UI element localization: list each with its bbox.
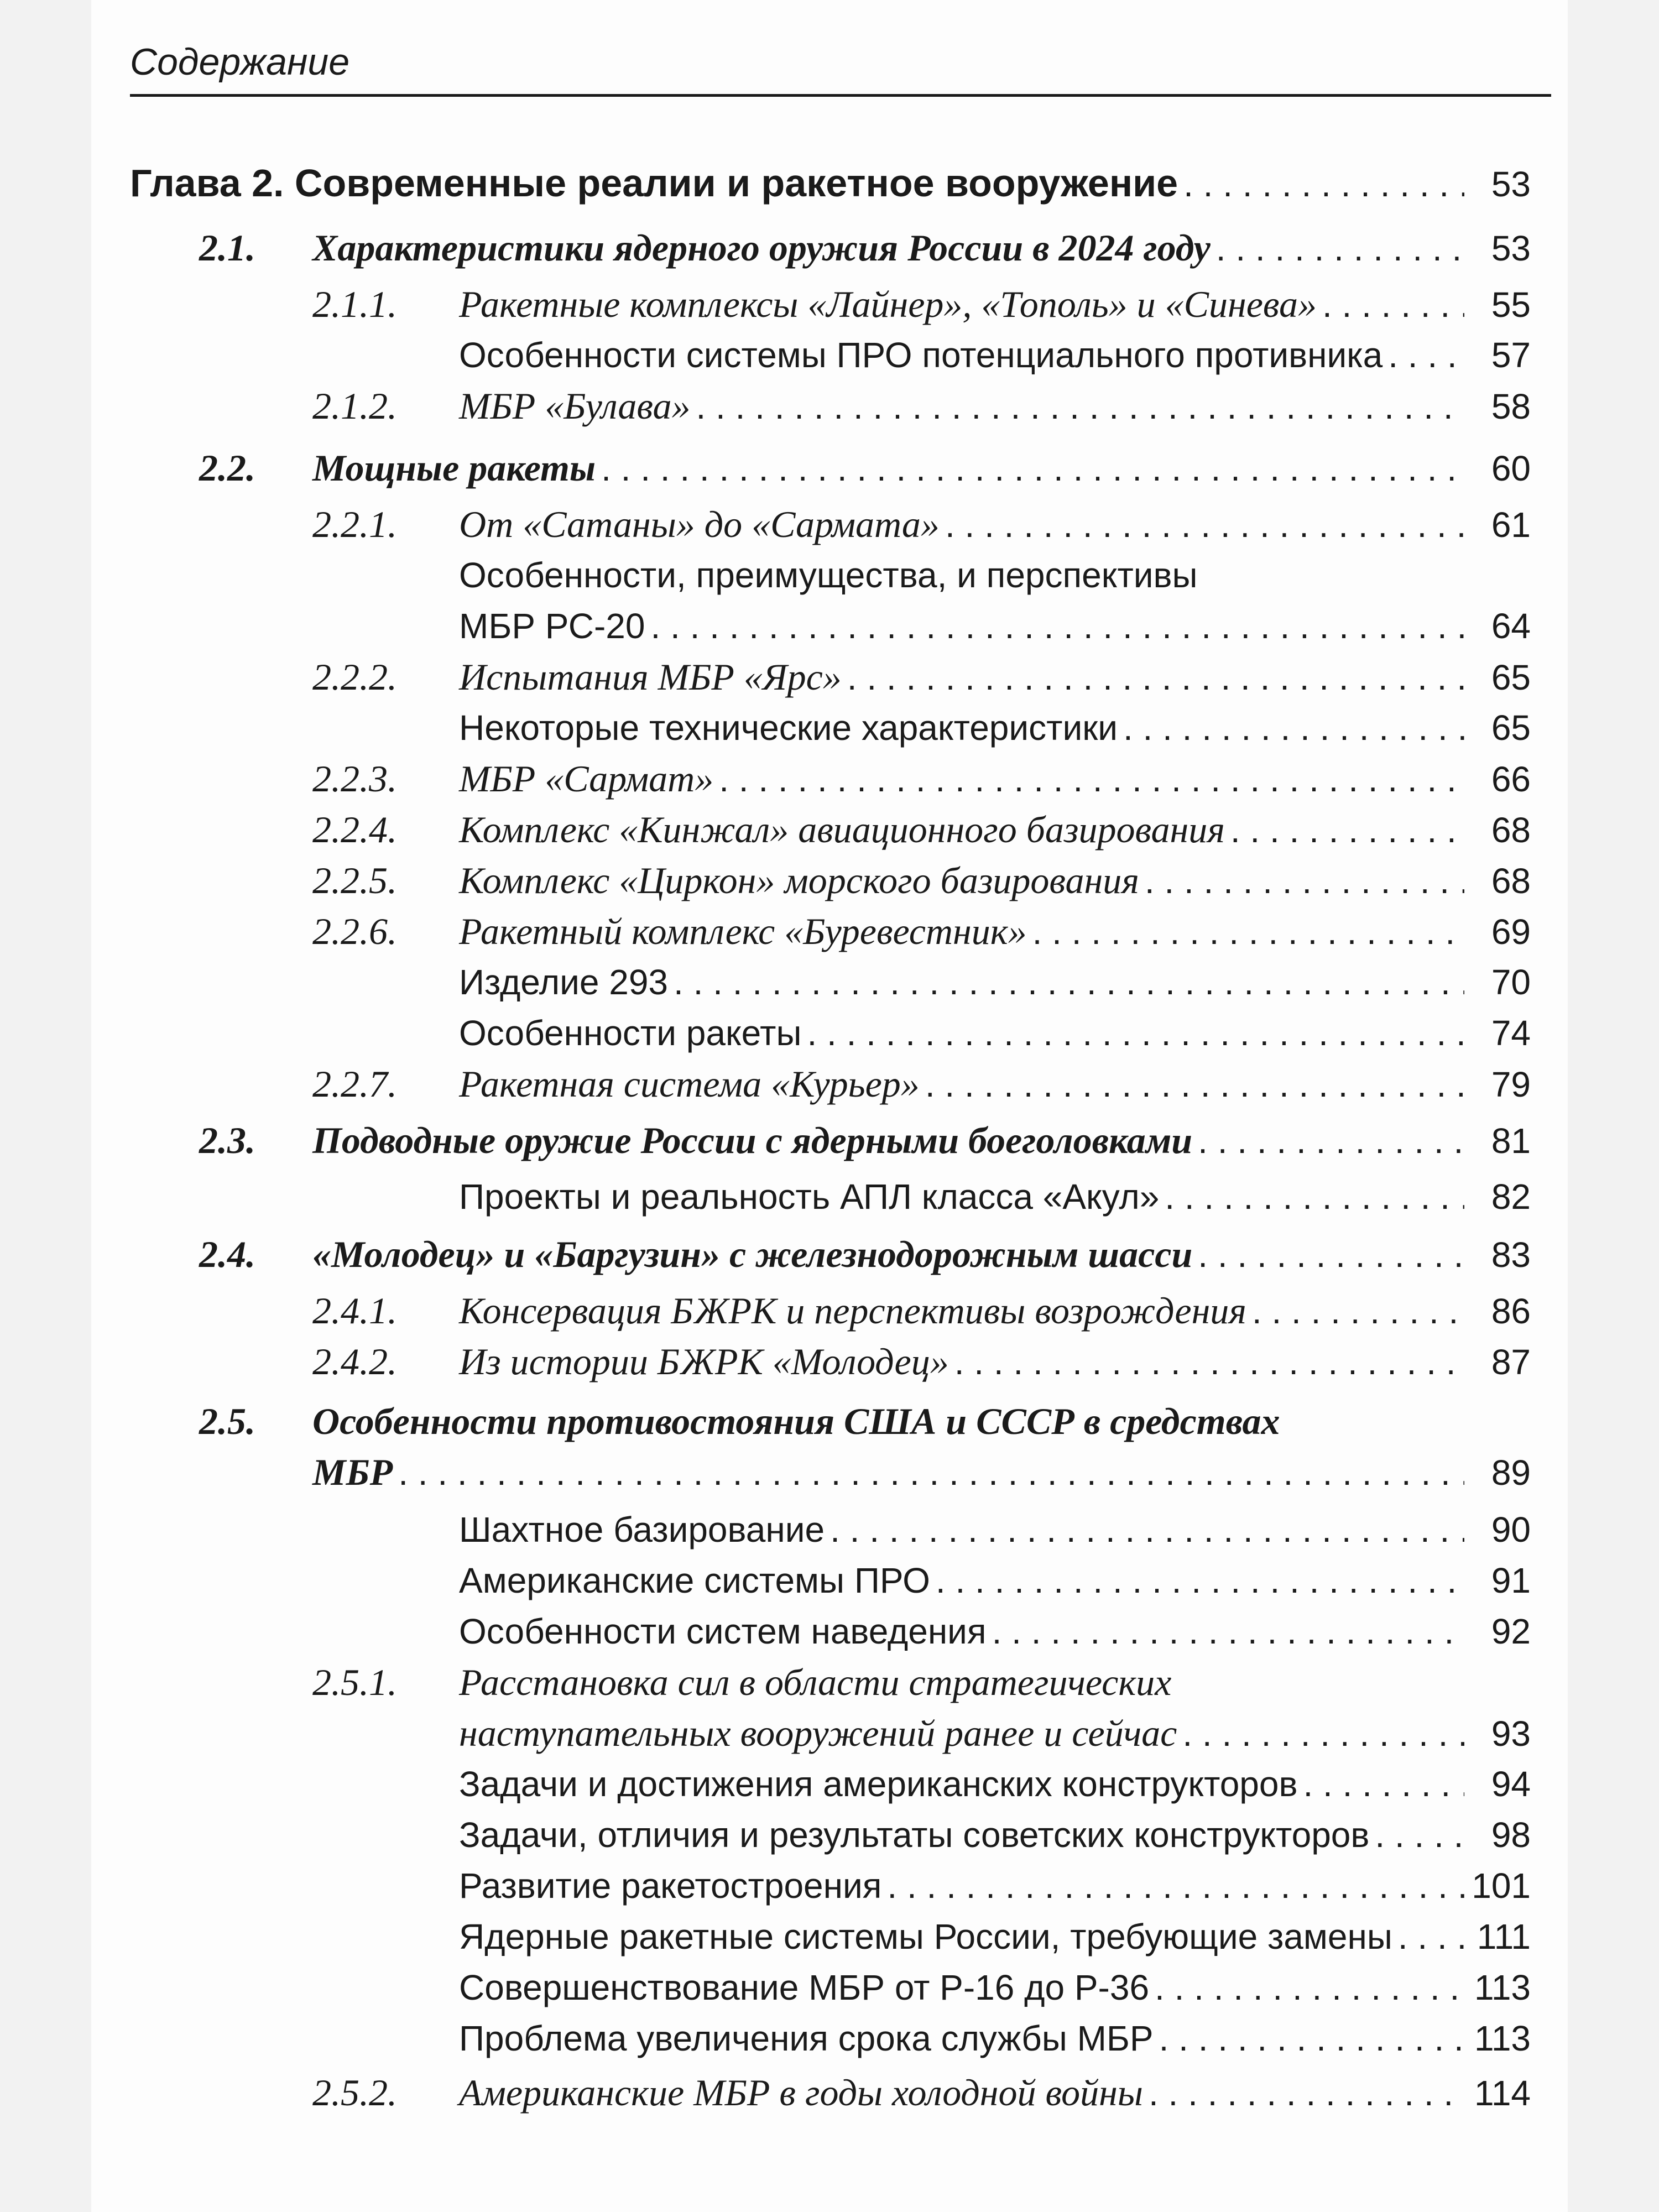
subsection-number: 2.5.1. — [312, 1661, 397, 1703]
subsection-title: Ракетные комплексы «Лайнер», «Тополь» и «Синева» — [459, 283, 1317, 325]
subsection-number: 2.2.6. — [312, 910, 397, 952]
topic-title: Ядерные ракетные системы России, требующие замены — [459, 1917, 1392, 1957]
topic-title: Проекты и реальность АПЛ класса «Акул» — [459, 1177, 1160, 1217]
toc-topic — [0, 2013, 1659, 2064]
section-title: Характеристики ядерного оружия России в 2024 году — [312, 227, 1211, 269]
dot-leader — [954, 1337, 1464, 1387]
toc-subsection — [0, 1336, 1659, 1387]
page-number: 101 — [1472, 1866, 1531, 1906]
subsection-title: Комплекс «Циркон» морского базирования — [459, 859, 1139, 901]
section-title: Подводные оружие России с ядерными боеголовками — [312, 1119, 1193, 1161]
topic-title: Задачи, отличия и результаты советских конструкторов — [459, 1815, 1370, 1855]
section-title: МБР — [312, 1451, 393, 1493]
toc-topic — [0, 1171, 1659, 1222]
dot-leader — [696, 381, 1464, 432]
topic-title: Проблема увеличения срока службы МБР — [459, 2018, 1154, 2058]
dot-leader — [945, 499, 1464, 550]
toc-section — [0, 222, 1659, 273]
dot-leader — [1123, 702, 1464, 753]
section-title-line1: Особенности противостояния США и СССР в средствах — [312, 1400, 1280, 1442]
topic-title: Совершенствование МБР от Р-16 до Р-36 — [459, 1968, 1150, 2007]
toc-topic — [0, 1860, 1659, 1911]
toc-section — [0, 1447, 1659, 1498]
subsection-number: 2.1.1. — [312, 283, 397, 325]
subsection-title: МБР «Булава» — [459, 385, 691, 427]
toc-topic — [0, 1504, 1659, 1555]
dot-leader — [847, 652, 1464, 703]
page-number: 68 — [1491, 810, 1531, 850]
topic-title: Изделие 293 — [459, 962, 668, 1002]
dot-leader — [1165, 1171, 1464, 1222]
dot-leader — [1398, 1911, 1464, 1962]
page-number: 61 — [1491, 505, 1531, 545]
toc-subsection — [0, 1058, 1659, 1109]
toc-subsection — [0, 279, 1659, 330]
page-number: 65 — [1491, 658, 1531, 697]
toc-subsection — [0, 906, 1659, 957]
page-number: 55 — [1491, 285, 1531, 325]
page-number: 89 — [1491, 1453, 1531, 1493]
topic-title-line1: Особенности, преимущества, и перспективы — [459, 555, 1198, 595]
dot-leader — [1183, 159, 1464, 210]
dot-leader — [1322, 279, 1464, 330]
section-number: 2.5. — [199, 1400, 255, 1442]
section-number: 2.4. — [199, 1233, 255, 1275]
toc-topic — [0, 1759, 1659, 1809]
page-number: 98 — [1491, 1815, 1531, 1855]
chapter-title: Глава 2. Современные реалии и ракетное вооружение — [130, 161, 1178, 205]
page-number: 66 — [1491, 759, 1531, 799]
dot-leader — [1159, 2013, 1464, 2064]
subsection-number: 2.2.2. — [312, 656, 397, 698]
toc-chapter — [0, 158, 1659, 208]
page-number: 69 — [1491, 912, 1531, 952]
toc-subsection — [0, 1285, 1659, 1336]
topic-title: МБР РС-20 — [459, 606, 645, 646]
dot-leader — [830, 1504, 1464, 1555]
page-number: 90 — [1491, 1510, 1531, 1550]
subsection-number: 2.2.1. — [312, 503, 397, 545]
section-title: «Молодец» и «Баргузин» с железнодорожным шасси — [312, 1233, 1193, 1275]
dot-leader — [887, 1860, 1464, 1911]
dot-leader — [925, 1059, 1464, 1110]
section-number: 2.3. — [199, 1119, 255, 1161]
topic-title: Особенности систем наведения — [459, 1611, 987, 1651]
page-number: 114 — [1474, 2073, 1531, 2113]
topic-title: Особенности ракеты — [459, 1013, 802, 1053]
subsection-number: 2.2.3. — [312, 758, 397, 800]
toc-section — [0, 442, 1659, 493]
page-number: 87 — [1491, 1342, 1531, 1382]
subsection-title: Консервация БЖРК и перспективы возрождения — [459, 1290, 1246, 1332]
dot-leader — [1149, 2068, 1464, 2119]
subsection-number: 2.5.2. — [312, 2072, 397, 2114]
page-number: 94 — [1491, 1764, 1531, 1804]
dot-leader — [992, 1606, 1464, 1657]
toc-subsection — [0, 855, 1659, 906]
toc-topic — [0, 1008, 1659, 1058]
subsection-number: 2.4.2. — [312, 1340, 397, 1383]
dot-leader — [1198, 1115, 1464, 1166]
page-number: 79 — [1491, 1065, 1531, 1104]
topic-title: Особенности системы ПРО потенциального противника — [459, 335, 1383, 375]
dot-leader — [1032, 906, 1464, 957]
running-header: Содержание — [130, 41, 350, 83]
page-number: 58 — [1491, 387, 1531, 426]
subsection-title: От «Сатаны» до «Сармата» — [459, 503, 940, 545]
page-number: 91 — [1491, 1561, 1531, 1600]
page-number: 53 — [1491, 228, 1531, 268]
toc-topic — [0, 702, 1659, 753]
page-number: 65 — [1491, 708, 1531, 748]
subsection-title: МБР «Сармат» — [459, 758, 714, 800]
section-title: Мощные ракеты — [312, 447, 596, 489]
subsection-title: Испытания МБР «Ярс» — [459, 656, 842, 698]
dot-leader — [674, 957, 1464, 1008]
toc-topic — [0, 957, 1659, 1008]
dot-leader — [1230, 805, 1464, 855]
page-number: 68 — [1491, 861, 1531, 901]
toc-subsection — [0, 2067, 1659, 2118]
dot-leader — [398, 1447, 1464, 1498]
dot-leader — [936, 1555, 1464, 1606]
page-number: 93 — [1491, 1714, 1531, 1754]
page-number: 113 — [1474, 2018, 1531, 2058]
toc-subsection — [0, 380, 1659, 431]
toc-section — [0, 1115, 1659, 1166]
page-number: 111 — [1477, 1917, 1531, 1957]
subsection-title-line1: Расстановка сил в области стратегических — [459, 1661, 1172, 1703]
toc-subsection — [0, 804, 1659, 855]
toc-topic — [0, 1606, 1659, 1657]
toc-section — [0, 1229, 1659, 1280]
subsection-number: 2.2.4. — [312, 808, 397, 851]
subsection-title: Ракетный комплекс «Буревестник» — [459, 910, 1027, 952]
toc-topic — [0, 330, 1659, 380]
dot-leader — [650, 601, 1464, 651]
toc-subsection — [0, 499, 1659, 550]
toc-topic — [0, 1809, 1659, 1860]
toc-subsection — [0, 1708, 1659, 1759]
dot-leader — [1216, 223, 1464, 274]
dot-leader — [1375, 1809, 1464, 1860]
dot-leader — [1198, 1229, 1464, 1280]
page-number: 83 — [1491, 1235, 1531, 1275]
topic-title: Шахтное базирование — [459, 1510, 825, 1550]
page-number: 82 — [1491, 1177, 1531, 1217]
topic-title: Американские системы ПРО — [459, 1561, 930, 1600]
toc-topic — [0, 1962, 1659, 2013]
toc-subsection — [0, 753, 1659, 804]
topic-title: Задачи и достижения американских конструкторов — [459, 1764, 1298, 1804]
toc-topic — [0, 1911, 1659, 1962]
page-number: 70 — [1491, 962, 1531, 1002]
dot-leader — [1145, 855, 1464, 906]
page-number: 53 — [1491, 164, 1531, 204]
dot-leader — [1252, 1286, 1464, 1337]
page-number: 81 — [1491, 1121, 1531, 1161]
dot-leader — [719, 754, 1464, 805]
topic-title: Некоторые технические характеристики — [459, 708, 1118, 748]
dot-leader — [1182, 1708, 1464, 1759]
subsection-number: 2.2.7. — [312, 1063, 397, 1105]
subsection-title: Комплекс «Кинжал» авиационного базирования — [459, 808, 1225, 851]
subsection-title: наступательных вооружений ранее и сейчас — [459, 1712, 1177, 1754]
page-number: 64 — [1491, 606, 1531, 646]
subsection-title: Американские МБР в годы холодной войны — [459, 2072, 1143, 2114]
page-number: 60 — [1491, 448, 1531, 488]
section-number: 2.1. — [199, 227, 255, 269]
dot-leader — [1388, 330, 1464, 380]
dot-leader — [1303, 1759, 1464, 1809]
page-number: 113 — [1474, 1968, 1531, 2007]
dot-leader — [1155, 1962, 1464, 2013]
subsection-number: 2.2.5. — [312, 859, 397, 901]
page-number: 57 — [1491, 335, 1531, 375]
subsection-number: 2.4.1. — [312, 1290, 397, 1332]
page-number: 92 — [1491, 1611, 1531, 1651]
subsection-title: Из истории БЖРК «Молодец» — [459, 1340, 949, 1383]
toc-topic — [0, 1555, 1659, 1606]
dot-leader — [601, 443, 1464, 494]
subsection-title: Ракетная система «Курьер» — [459, 1063, 920, 1105]
toc-subsection — [0, 651, 1659, 702]
dot-leader — [807, 1008, 1464, 1058]
section-number: 2.2. — [199, 447, 255, 489]
toc-topic — [0, 601, 1659, 651]
page-number: 74 — [1491, 1013, 1531, 1053]
subsection-number: 2.1.2. — [312, 385, 397, 427]
page-number: 86 — [1491, 1291, 1531, 1331]
topic-title: Развитие ракетостроения — [459, 1866, 882, 1906]
